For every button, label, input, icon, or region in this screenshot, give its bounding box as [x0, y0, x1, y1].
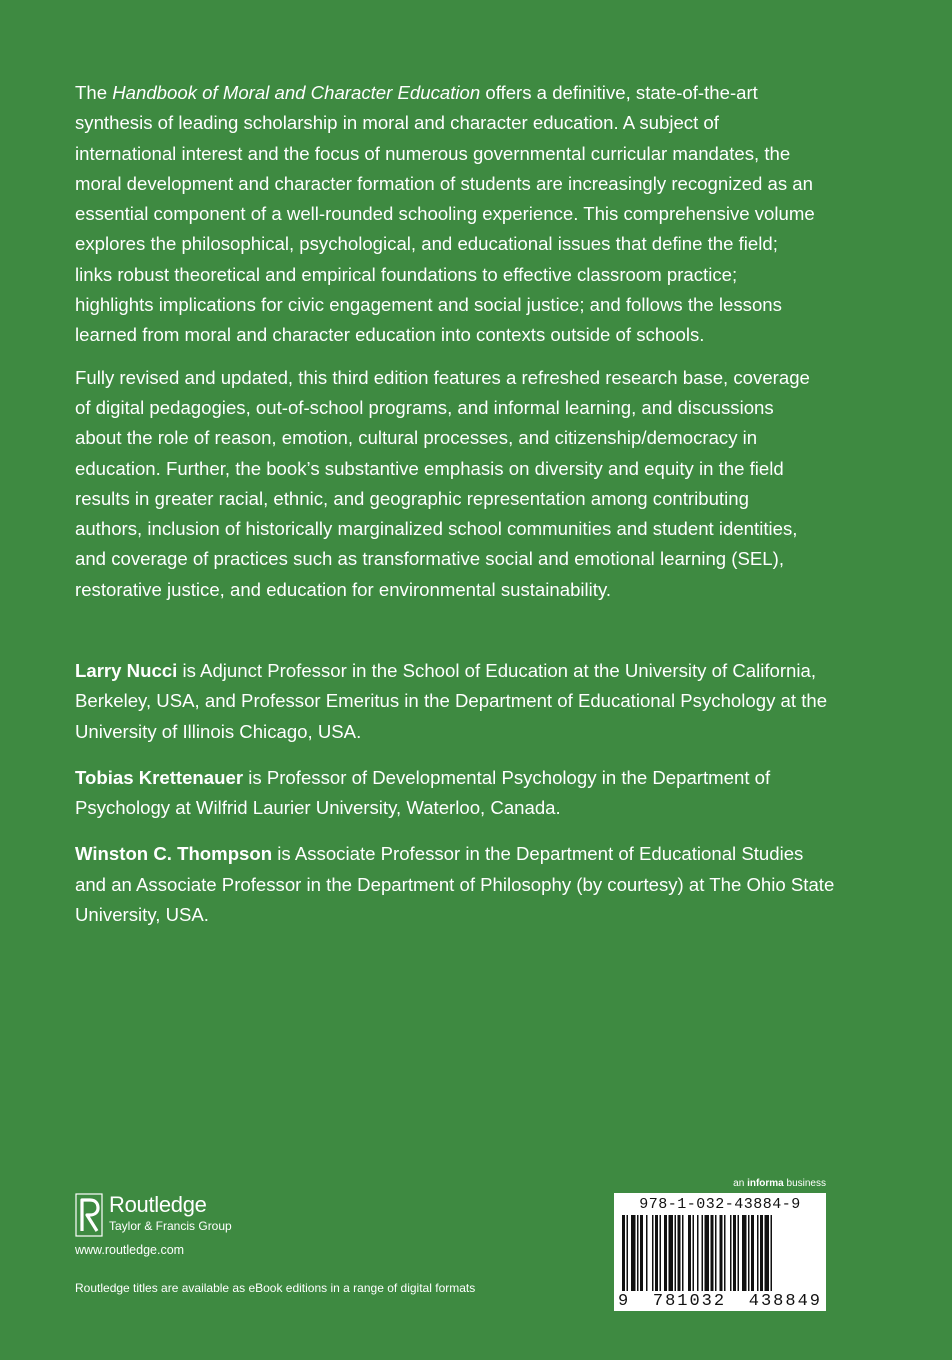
author-bio: Larry Nucci is Adjunct Professor in the School of Education at the University of California, Berkeley, USA, and Professor Emeritus in the Department of Educational Psychology at the University of Illinois Chicago, USA. [75, 660, 828, 742]
author-name: Tobias Krettenauer [75, 766, 244, 788]
author-bios [75, 656, 835, 946]
isbn-barcode [614, 1193, 826, 1311]
author-bio: Winston C. Thompson is Associate Professor in the Department of Educational Studies and an Associate Professor in the Department of Philosophy (by courtesy) at The Ohio State University, USA. [75, 843, 835, 926]
author-name: Larry Nucci [75, 660, 178, 681]
publisher-url: www.routledge.com [75, 1243, 185, 1257]
publisher-logo [75, 1193, 232, 1257]
barcode-area [614, 1178, 826, 1311]
barcode-bars [622, 1215, 818, 1291]
informa-tagline: an informa business [733, 1178, 826, 1189]
isbn-number: 978-1-032-43884-9 [639, 1196, 801, 1213]
book-description [75, 78, 820, 617]
author-bio: Tobias Krettenauer is Professor of Developmental Psychology in the Department of Psychology at Wilfrid Laurier University, Waterloo, Canada. [75, 766, 771, 819]
routledge-r-icon [75, 1193, 103, 1237]
publisher-group: Taylor & Francis Group [109, 1219, 232, 1233]
isbn-digits: 9 781032 438849 [618, 1292, 822, 1311]
ebook-note: Routledge titles are available as eBook editions in a range of digital formats [75, 1281, 476, 1295]
book-title: Handbook of Moral and Character Education [112, 82, 481, 103]
author-name: Winston C. Thompson [75, 843, 273, 865]
description-paragraph-1: The Handbook of Moral and Character Education offers a definitive, state-of-the-art synthesis of leading scholarship in moral and character education. A subject of international interest and the focus of numerous governmental curricular mandates, the moral development and character formation of students are increasingly recognized as an essential component of a well-rounded schooling experience. This comprehensive volume explores the philosophical, psychological, and educational issues that define the field; links robust theoretical and empirical foundations to effective classroom practice; highlights implications for civic engagement and social justice; and follows the lessons learned from moral and character education into contexts outside of schools. [75, 82, 815, 346]
publisher-name: Routledge [109, 1192, 207, 1217]
description-paragraph-2: Fully revised and updated, this third edition features a refreshed research base, coverage of digital pedagogies, out-of-school programs, and informal learning, and discussions about the role of reason, emotion, cultural processes, and citizenship/democracy in education. Further, the book’s substantive emphasis on diversity and equity in the field results in greater racial, ethnic, and geographic representation among contributing authors, inclusion of historically marginalized school communities and student identities, and coverage of practices such as transformative social and emotional learning (SEL), restorative justice, and education for environmental sustainability. [75, 366, 810, 600]
